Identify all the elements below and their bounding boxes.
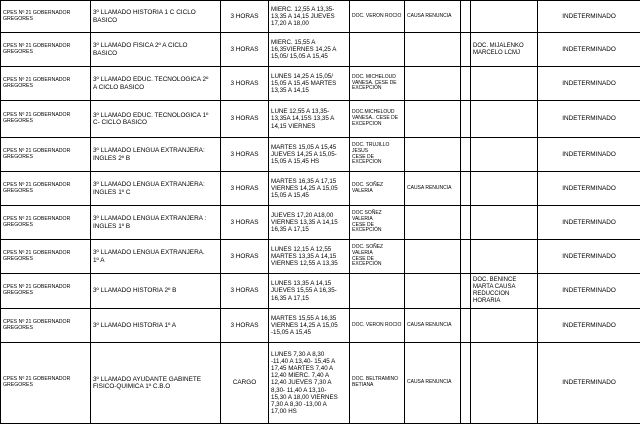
status-cell: INDETERMINADO — [538, 274, 640, 309]
teacher-cell — [350, 274, 405, 309]
reason-cell — [405, 274, 461, 309]
blank-cell — [461, 138, 471, 172]
school-cell: CPES Nº 21 GOBERNADOR GREGORES — [1, 67, 91, 101]
substitute-cell: DOC. BENINCE MARTA CAUSA REDUCCION HORARIA — [471, 274, 538, 309]
blank-cell — [461, 274, 471, 309]
reason-cell — [405, 206, 461, 240]
school-cell: CPES Nº 21 GOBERNADOR GREGORES — [1, 101, 91, 138]
school-cell: CPES Nº 21 GOBERNADOR GREGORES — [1, 206, 91, 240]
school-cell: CPES Nº 21 GOBERNADOR GREGORES — [1, 274, 91, 309]
schedule-cell: LUNES 12,15 A 12,55 MARTES 13,35 A 14,15 VIERNES 12,55 A 13,35 — [269, 240, 350, 274]
reason-cell: CAUSA RENUNCIA — [405, 309, 461, 343]
hours-cell: 3 HORAS — [221, 67, 269, 101]
teacher-cell: DOC. SOÑEZ VALERIA CESE DE EXCEPCIÓN — [350, 240, 405, 274]
schedule-cell: LUNES 13,35 A 14,15 JUEVES 15,55 A 16,35- 16,35 A 17,15 — [269, 274, 350, 309]
teacher-cell: DOC. BELTRAMINO BETIANA — [350, 343, 405, 424]
status-cell: INDETERMINADO — [538, 67, 640, 101]
teacher-cell: DOC. TRUJILLO JESUS CESE DE EXCEPCION — [350, 138, 405, 172]
blank-cell — [461, 206, 471, 240]
substitute-cell — [471, 1, 538, 33]
table-row — [1, 1, 640, 33]
blank-cell — [461, 343, 471, 424]
cargo-cell: 3º LLAMADO EDUC. TECNOLOGICA 2º A CICLO BASICO — [91, 67, 221, 101]
cargo-cell: 3º LLAMADO LENGUA EXTRANJERA: INGLES 2º B — [91, 138, 221, 172]
hours-cell: 3 HORAS — [221, 101, 269, 138]
blank-cell — [461, 309, 471, 343]
cargo-cell: 3º LLAMADO EDUC. TECNOLOGICA 1º C- CICLO BASICO — [91, 101, 221, 138]
cargo-cell: 3º LLAMADO FISICA 2º A CICLO BASICO — [91, 33, 221, 67]
substitute-cell: DOC. MIJALENKO MARCELO LCMJ — [471, 33, 538, 67]
school-cell: CPES Nº 21 GOBERNADOR GREGORES — [1, 138, 91, 172]
substitute-cell — [471, 206, 538, 240]
table-row — [1, 67, 640, 101]
status-cell: INDETERMINADO — [538, 206, 640, 240]
schedule-cell: LUNES 14,25 A 15,05/ 15,05 A 15,45 MARTES 13,35 A 14,15 — [269, 67, 350, 101]
substitute-cell — [471, 309, 538, 343]
table-row — [1, 33, 640, 67]
schedule-cell: JUEVES 17,20 A18,00 VIERNES 13,35 A 14,15 16,35 A 17,15 — [269, 206, 350, 240]
schedule-cell: LUNES 7,30 A 8,30 -11,40 A 13,40- 15,45 A 17,45 MARTES 7,40 A 12,40 MIERC. 7,40 A 12,40 JUEVES 7,30 A 8,30- 11,40 A 13,10- 15,30 A 18,00 VIERNES 7,30 A 8,30 -13,00 A 17,00 HS — [269, 343, 350, 424]
table-row — [1, 309, 640, 343]
hours-cell: 3 HORAS — [221, 33, 269, 67]
substitute-cell — [471, 343, 538, 424]
blank-cell — [461, 1, 471, 33]
school-cell: CPES Nº 21 GOBERNADOR GREGORES — [1, 309, 91, 343]
cargo-cell: 3º LLAMADO HISTORIA 1 C CICLO BASICO — [91, 1, 221, 33]
school-cell: CPES Nº 21 GOBERNADOR GREGORES — [1, 172, 91, 206]
teacher-cell: DOC. SOÑEZ VALERIA — [350, 172, 405, 206]
school-cell: CPES Nº 21 GOBERNADOR GREGORES — [1, 1, 91, 33]
table-row — [1, 274, 640, 309]
status-cell: INDETERMINADO — [538, 343, 640, 424]
table-row — [1, 206, 640, 240]
substitute-cell — [471, 138, 538, 172]
reason-cell — [405, 138, 461, 172]
schedule-cell: MARTES 15,55 A 16,35 VIERNES 14,25 A 15,05 -15,05 A 15,45 — [269, 309, 350, 343]
reason-cell — [405, 33, 461, 67]
table-row — [1, 172, 640, 206]
hours-cell: 3 HORAS — [221, 240, 269, 274]
blank-cell — [461, 33, 471, 67]
cargo-cell: 3º LLAMADO LENGUA EXTRANJERA : INGLES 1º B — [91, 206, 221, 240]
school-cell: CPES Nº 21 GOBERNADOR GREGORES — [1, 33, 91, 67]
teacher-cell: DOC. MICHELOUD VANESA. CESE DE EXCEPCIÓN — [350, 67, 405, 101]
teacher-cell: DOC.MICHELOUD VANESA.. CESE DE EXCEPCION — [350, 101, 405, 138]
reason-cell — [405, 240, 461, 274]
substitute-cell — [471, 240, 538, 274]
status-cell: INDETERMINADO — [538, 240, 640, 274]
reason-cell — [405, 67, 461, 101]
schedule-cell: MARTES 15,05 A 15,45 JUEVES 14,25 A 15,05- 15,05 A 15,45 HS — [269, 138, 350, 172]
schedule-cell: MIERC. 15,55 A 16,35VIERNES 14,25 A 15,05/ 15,05 A 15,45 — [269, 33, 350, 67]
cargo-cell: 3º LLAMADO LENGUA EXTRANJERA: INGLES 1º C — [91, 172, 221, 206]
school-cell: CPES Nº 21 GOBERNADOR GREGORES — [1, 343, 91, 424]
hours-cell: 3 HORAS — [221, 172, 269, 206]
reason-cell: CAUSA RENUNCIA — [405, 343, 461, 424]
hours-cell: 3 HORAS — [221, 206, 269, 240]
status-cell: INDETERMINADO — [538, 33, 640, 67]
schedule-cell: LUNE 12,55 A 13,35- 13,35A 14,15S 13,35 A 14,15 VIERNES — [269, 101, 350, 138]
hours-cell: 3 HORAS — [221, 1, 269, 33]
blank-cell — [461, 172, 471, 206]
table-row — [1, 101, 640, 138]
reason-cell — [405, 101, 461, 138]
hours-cell: 3 HORAS — [221, 309, 269, 343]
status-cell: INDETERMINADO — [538, 309, 640, 343]
substitute-cell — [471, 172, 538, 206]
blank-cell — [461, 67, 471, 101]
status-cell: INDETERMINADO — [538, 1, 640, 33]
table-row — [1, 138, 640, 172]
reason-cell: CAUSA RENUNCIA — [405, 172, 461, 206]
substitute-cell — [471, 101, 538, 138]
teacher-cell: DOC. VERON ROCIO — [350, 1, 405, 33]
hours-cell: 3 HORAS — [221, 274, 269, 309]
status-cell: INDETERMINADO — [538, 172, 640, 206]
cargo-cell: 3º LLAMADO LENGUA EXTRANJERA. 1º A — [91, 240, 221, 274]
substitute-cell — [471, 67, 538, 101]
schedule-cell: MIERC. 12,55 A 13,35- 13,35 A 14,15 JUEVES 17,20 A 18,00 — [269, 1, 350, 33]
reason-cell: CAUSA RENUNCIA — [405, 1, 461, 33]
cargo-cell: 3º LLAMADO HISTORIA 2º B — [91, 274, 221, 309]
teacher-cell — [350, 33, 405, 67]
table-row — [1, 240, 640, 274]
hours-cell: 3 HORAS — [221, 138, 269, 172]
schedule-cell: MARTES 16,35 A 17,15 VIERNES 14,25 A 15,05 15,05 A 15,45 — [269, 172, 350, 206]
school-cell: CPES Nº 21 GOBERNADOR GREGORES — [1, 240, 91, 274]
blank-cell — [461, 240, 471, 274]
hours-cell: CARGO — [221, 343, 269, 424]
teacher-cell: DOC. VERON ROCIO — [350, 309, 405, 343]
status-cell: INDETERMINADO — [538, 101, 640, 138]
blank-cell — [461, 101, 471, 138]
status-cell: INDETERMINADO — [538, 138, 640, 172]
table-row — [1, 343, 640, 424]
teacher-cell: DOC SOÑEZ VALERIA CESE DE EXCEPCIÓN — [350, 206, 405, 240]
cargo-cell: 3º LLAMADO AYUDANTE GABINETE FISICO-QUIMICA 1º C.B.O — [91, 343, 221, 424]
cargo-cell: 3º LLAMADO HISTORIA 1º A — [91, 309, 221, 343]
